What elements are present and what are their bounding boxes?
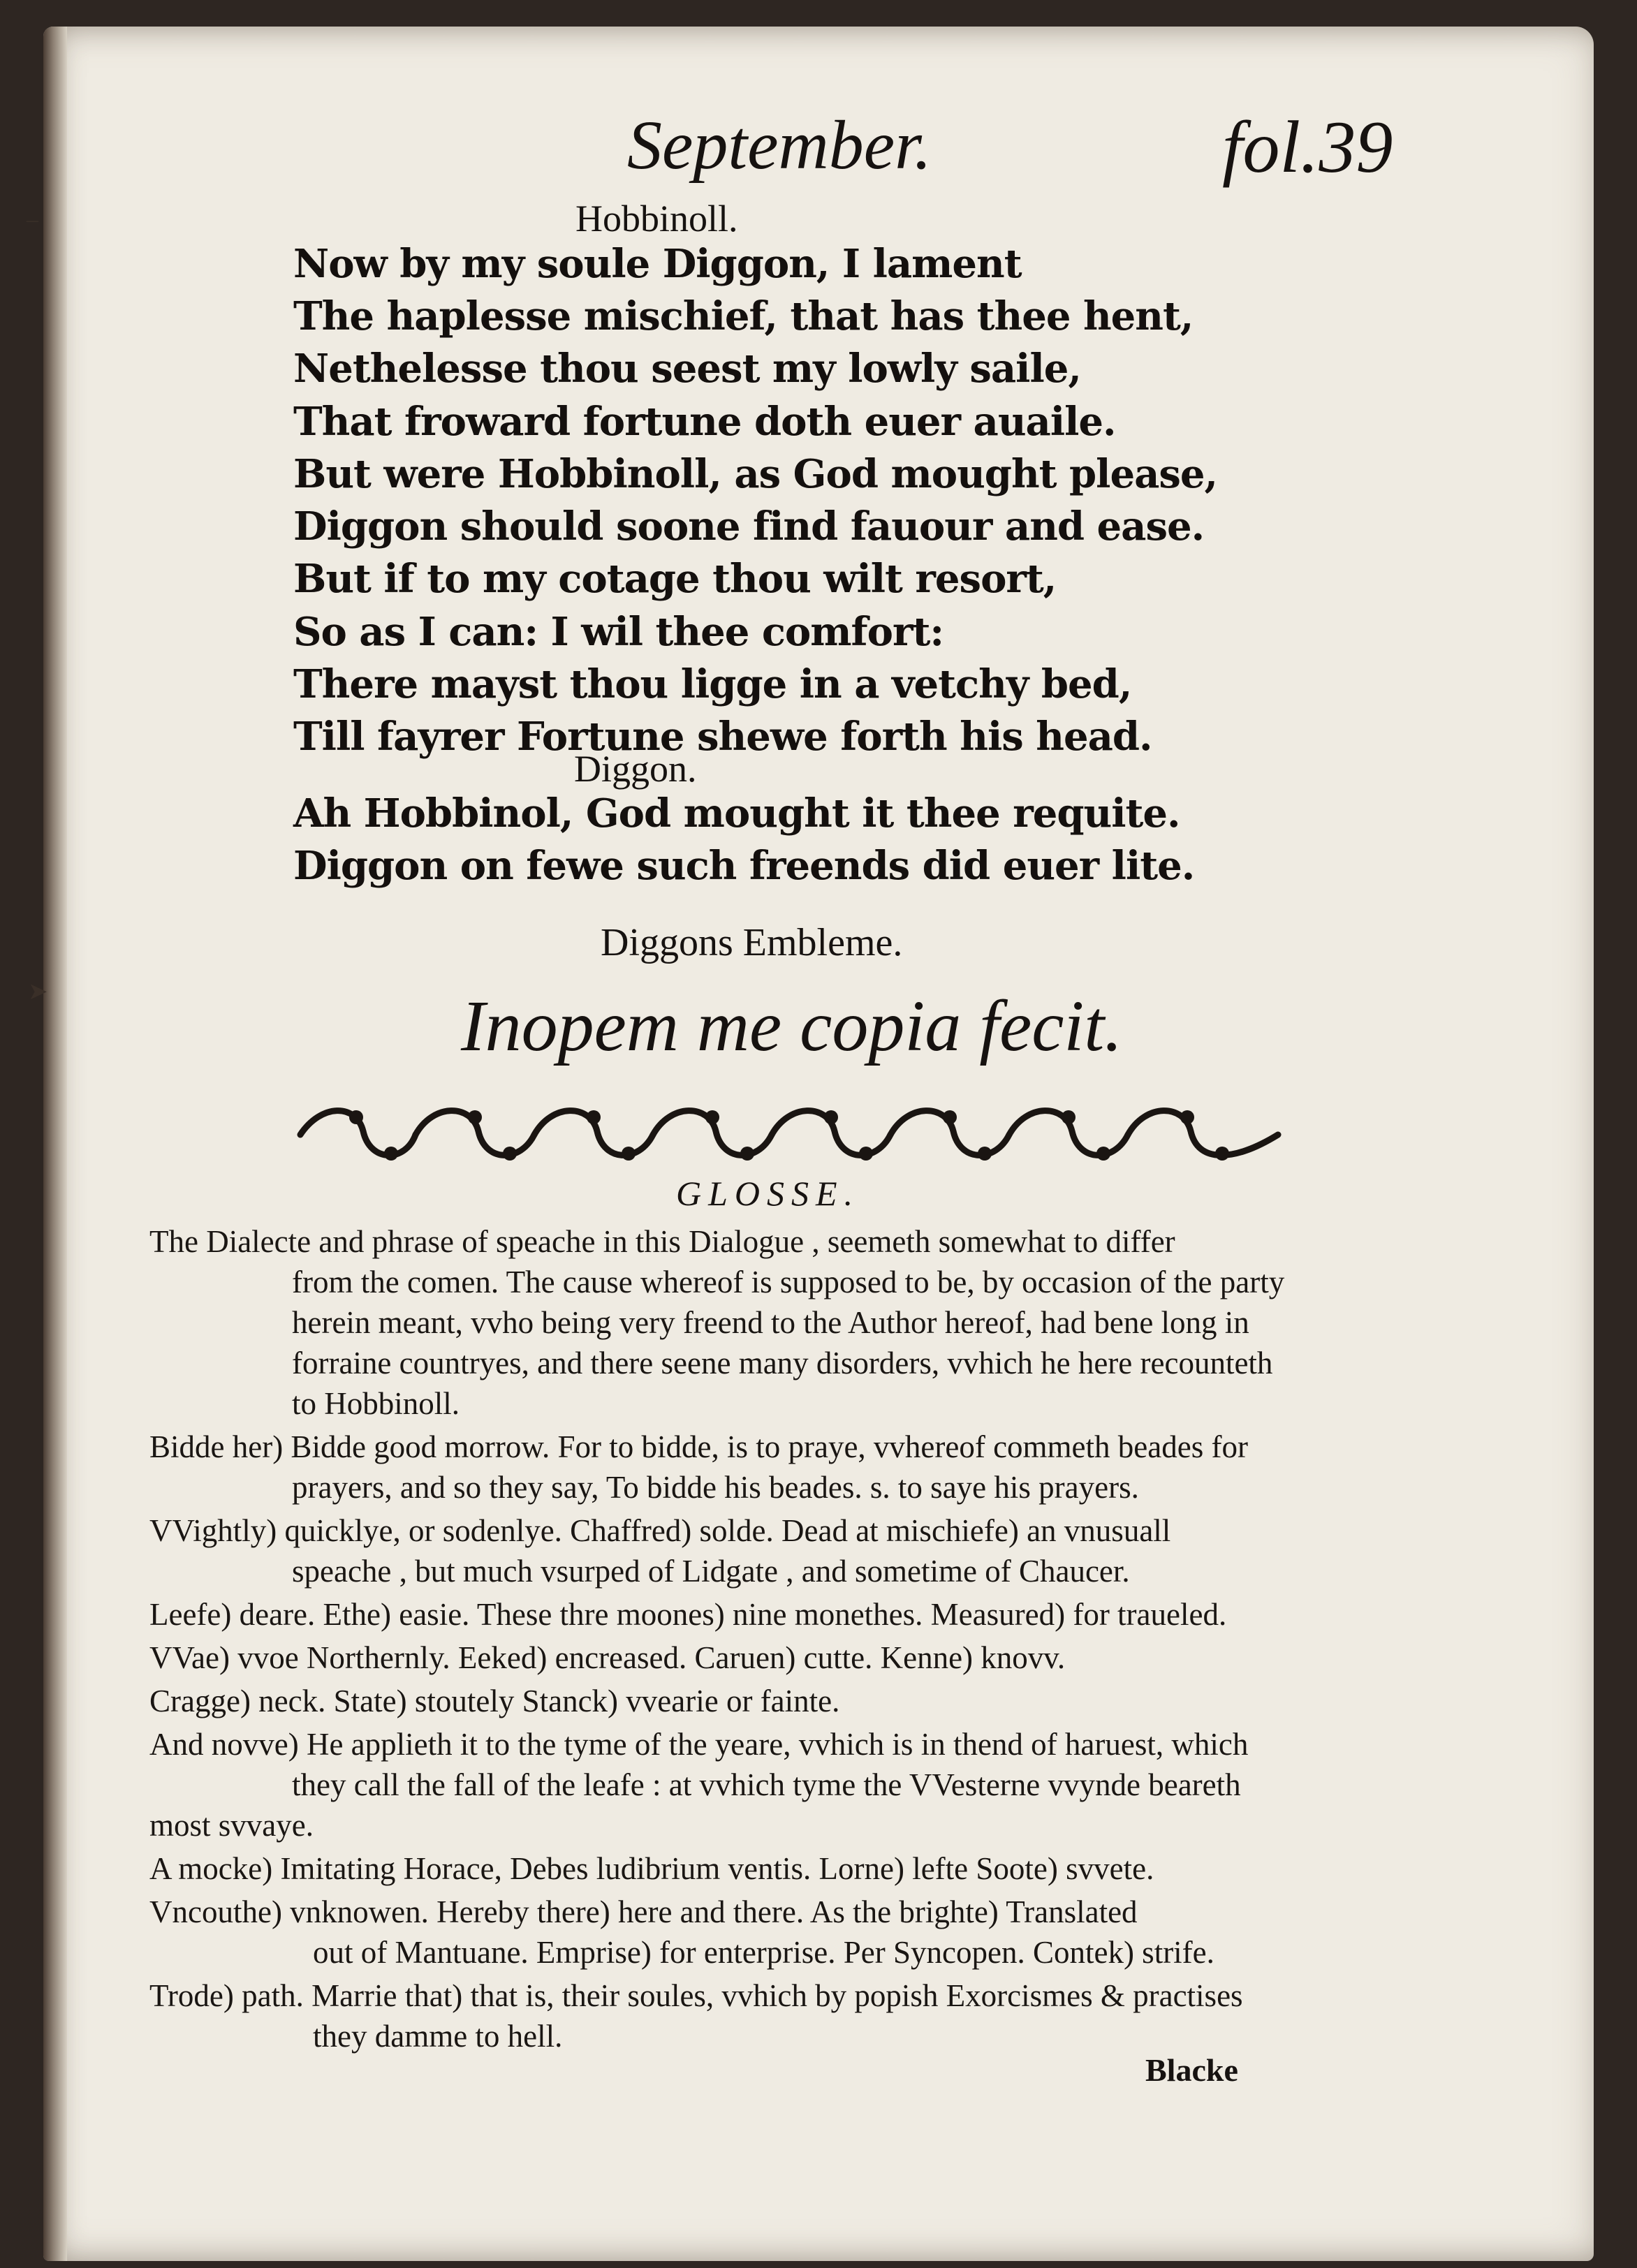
glosse-line: A mocke) Imitating Horace, Debes ludibrium ventis. Lorne) lefte Soote) svvete. <box>149 1851 1154 1886</box>
verse-line: Now by my soule Diggon, I lament <box>293 241 1022 287</box>
verse-line: There mayst thou ligge in a vetchy bed, <box>293 661 1132 707</box>
emblem-motto: Inopem me copia fecit. <box>461 986 1123 1066</box>
glosse-line: herein meant, vvho being very freend to the Author hereof, had bene long in <box>292 1305 1249 1340</box>
verse-line: Diggon on fewe such freends did euer lite. <box>293 843 1195 889</box>
verse-line: That froward fortune doth euer auaile. <box>293 399 1116 445</box>
emblem-title: Diggons Embleme. <box>601 921 903 964</box>
glosse-line: Vncouthe) vnknowen. Hereby there) here and there. As the brighte) Translated <box>149 1894 1138 1929</box>
folio-number: fol.39 <box>1222 106 1393 188</box>
glosse-line: VVightly) quicklye, or sodenlye. Chaffred) solde. Dead at mischiefe) an vnusuall <box>149 1513 1171 1548</box>
glosse-line: Trode) path. Marrie that) that is, their soules, vvhich by popish Exorcismes & practises <box>149 1978 1243 2013</box>
glosse-line: Cragge) neck. State) stoutely Stanck) vvearie or fainte. <box>149 1684 840 1718</box>
glosse-line: forraine countryes, and there seene many disorders, vvhich he here recounteth <box>292 1346 1273 1380</box>
glosse-line: The Dialecte and phrase of speache in this Dialogue , seemeth somewhat to differ <box>149 1224 1175 1259</box>
glosse-line: out of Mantuane. Emprise) for enterprise. Per Syncopen. Contek) strife. <box>313 1935 1214 1970</box>
verse-line: Nethelesse thou seest my lowly saile, <box>293 346 1081 392</box>
verse-line: But were Hobbinoll, as God mought please, <box>293 451 1218 497</box>
glosse-line: from the comen. The cause whereof is supposed to be, by occasion of the party <box>292 1265 1285 1299</box>
page-title: September. <box>627 106 932 184</box>
glosse-line: most svvaye. <box>149 1808 314 1843</box>
speaker-diggon: Diggon. <box>574 748 697 790</box>
margin-mark: ➤ <box>28 979 48 1005</box>
glosse-line: prayers, and so they say, To bidde his beades. s. to saye his prayers. <box>292 1470 1139 1505</box>
speaker-hobbinoll: Hobbinoll. <box>575 198 738 240</box>
glosse-line: they call the fall of the leafe : at vvhich tyme the VVesterne vvynde beareth <box>292 1767 1241 1802</box>
verse-line: So as I can: I wil thee comfort: <box>293 609 944 655</box>
glosse-line: Leefe) deare. Ethe) easie. These thre moones) nine monethes. Measured) for traueled. <box>149 1597 1227 1632</box>
verse-line: Till fayrer Fortune shewe forth his head. <box>293 714 1152 760</box>
verse-line: The haplesse mischief, that has thee hent, <box>293 293 1194 339</box>
verse-line: But if to my cotage thou wilt resort, <box>293 556 1057 602</box>
glosse-line: speache , but much vsurped of Lidgate , and sometime of Chaucer. <box>292 1554 1130 1589</box>
verse-line: Diggon should soone find fauour and ease. <box>293 503 1205 550</box>
ornament-band <box>293 1096 1285 1173</box>
glosse-line: to Hobbinoll. <box>292 1386 460 1421</box>
ornament-scroll <box>1128 1111 1278 1156</box>
margin-mark: – <box>27 207 38 233</box>
catchword: Blacke <box>1145 2052 1238 2088</box>
glosse-heading: GLOSSE. <box>676 1174 860 1213</box>
glosse-line: they damme to hell. <box>313 2019 563 2054</box>
glosse-line: Bidde her) Bidde good morrow. For to bidde, is to praye, vvhereof commeth beades for <box>149 1429 1248 1464</box>
glosse-line: VVae) vvoe Northernly. Eeked) encreased. Caruen) cutte. Kenne) knovv. <box>149 1640 1066 1675</box>
page-gutter <box>43 27 67 2261</box>
glosse-line: And novve) He applieth it to the tyme of the yeare, vvhich is in thend of haruest, which <box>149 1727 1249 1762</box>
verse-line: Ah Hobbinol, God mought it thee requite. <box>293 790 1180 837</box>
